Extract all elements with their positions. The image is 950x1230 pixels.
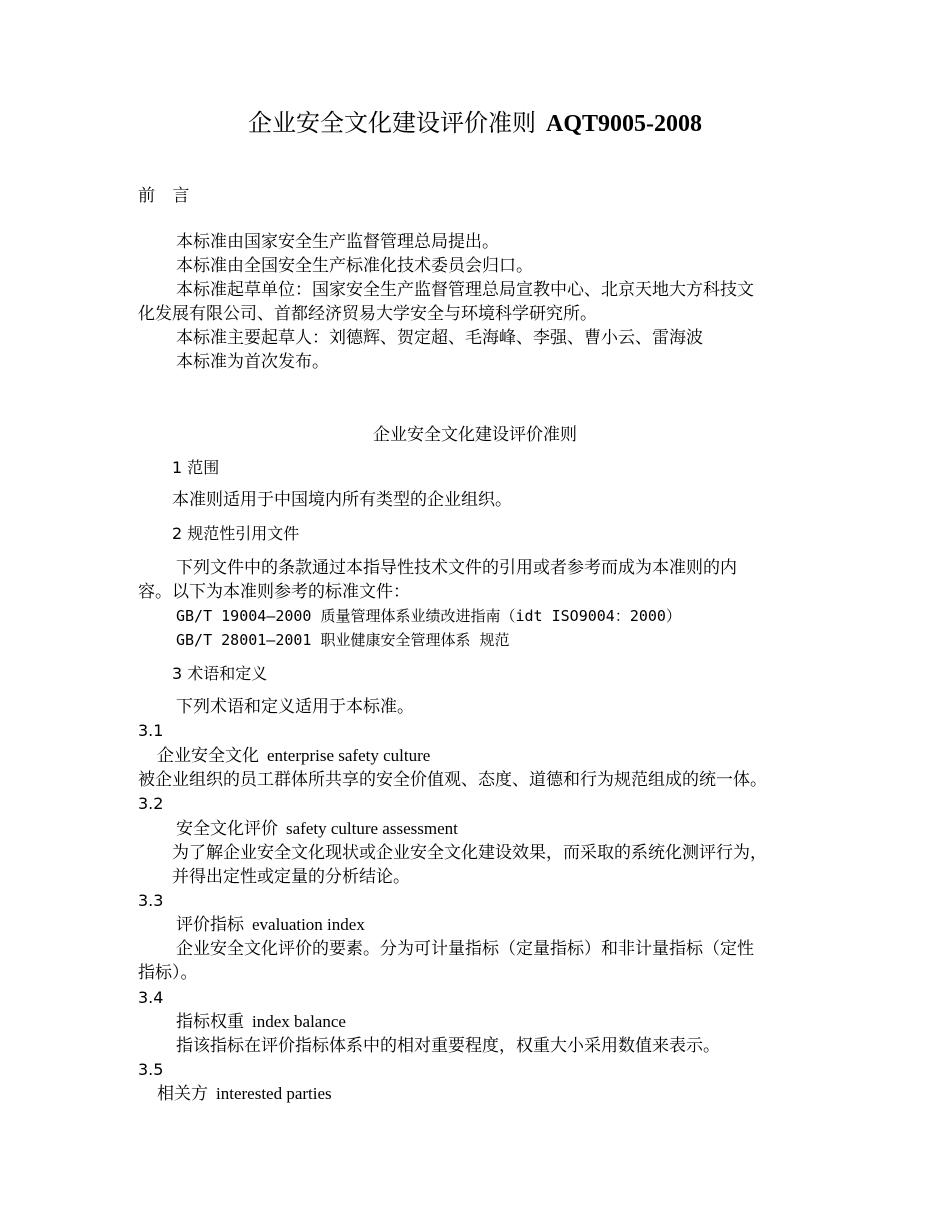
term-3-2-cn: 安全文化评价 [176,819,278,839]
subtitle: 企业安全文化建设评价准则 [373,425,577,445]
term-3-5-en: interested parties [216,1084,332,1103]
term-3-1-cn: 企业安全文化 [157,746,259,766]
term-3-4-title [176,1012,346,1032]
term-3-4-number: 3.4 [138,988,164,1007]
foreword-line-1: 本标准由国家安全生产监督管理总局提出。 [176,232,499,252]
foreword-line-2: 本标准由全国安全生产标准化技术委员会归口。 [176,256,533,276]
document-title [0,108,950,139]
section-1-heading: 1 范围 [172,458,220,477]
term-3-1-definition: 被企业组织的员工群体所共享的安全价值观、态度、道德和行为规范组成的统一体。 [138,770,767,790]
term-3-1-en: enterprise safety culture [267,746,431,765]
term-3-4-cn: 指标权重 [176,1012,244,1032]
foreword-line-3: 本标准起草单位：国家安全生产监督管理总局宣教中心、北京天地大方科技文 [176,280,754,300]
term-3-3-cn: 评价指标 [176,915,244,935]
term-3-3-definition-2: 指标）。 [138,963,198,983]
section-1-text: 本准则适用于中国境内所有类型的企业组织。 [172,490,512,510]
term-3-3-en: evaluation index [252,915,365,934]
section-2-text-1: 下列文件中的条款通过本指导性技术文件的引用或者参考而成为本准则的内 [176,558,737,578]
title-cn: 企业安全文化建设评价准则 [248,109,536,137]
term-3-5-number: 3.5 [138,1060,164,1079]
section-2-heading: 2 规范性引用文件 [172,524,300,543]
foreword-line-4: 化发展有限公司、首都经济贸易大学安全与环境科学研究所。 [138,304,597,324]
term-3-4-definition: 指该指标在评价指标体系中的相对重要程度，权重大小采用数值来表示。 [176,1036,720,1056]
term-3-3-definition-1: 企业安全文化评价的要素。分为可计量指标（定量指标）和非计量指标（定性 [176,939,754,959]
term-3-1-title [157,746,430,766]
title-code: AQT9005-2008 [546,111,702,137]
term-3-1-number: 3.1 [138,721,164,740]
term-3-2-number: 3.2 [138,794,164,813]
term-3-2-en: safety culture assessment [286,819,458,838]
term-3-3-title [176,915,365,935]
section-2-ref-1: GB/T 19004—2000 质量管理体系业绩改进指南（idt ISO9004：2000） [176,607,681,625]
term-3-3-number: 3.3 [138,891,164,910]
foreword-line-5: 本标准主要起草人：刘德辉、贺定超、毛海峰、李强、曹小云、雷海波 [176,328,703,348]
term-3-4-en: index balance [252,1012,346,1031]
section-3-heading: 3 术语和定义 [172,664,268,683]
term-3-2-definition-1: 为了解企业安全文化现状或企业安全文化建设效果，而采取的系统化测评行为， [172,843,767,863]
section-2-ref-2: GB/T 28001—2001 职业健康安全管理体系 规范 [176,631,510,649]
foreword-heading: 前 言 [138,186,196,206]
section-2-text-2: 容。以下为本准则参考的标准文件： [138,582,410,602]
section-3-intro: 下列术语和定义适用于本标准。 [176,697,414,717]
term-3-5-title [157,1084,332,1104]
term-3-5-cn: 相关方 [157,1084,208,1104]
term-3-2-title [176,819,458,839]
term-3-2-definition-2: 并得出定性或定量的分析结论。 [172,867,410,887]
foreword-line-6: 本标准为首次发布。 [176,352,329,372]
